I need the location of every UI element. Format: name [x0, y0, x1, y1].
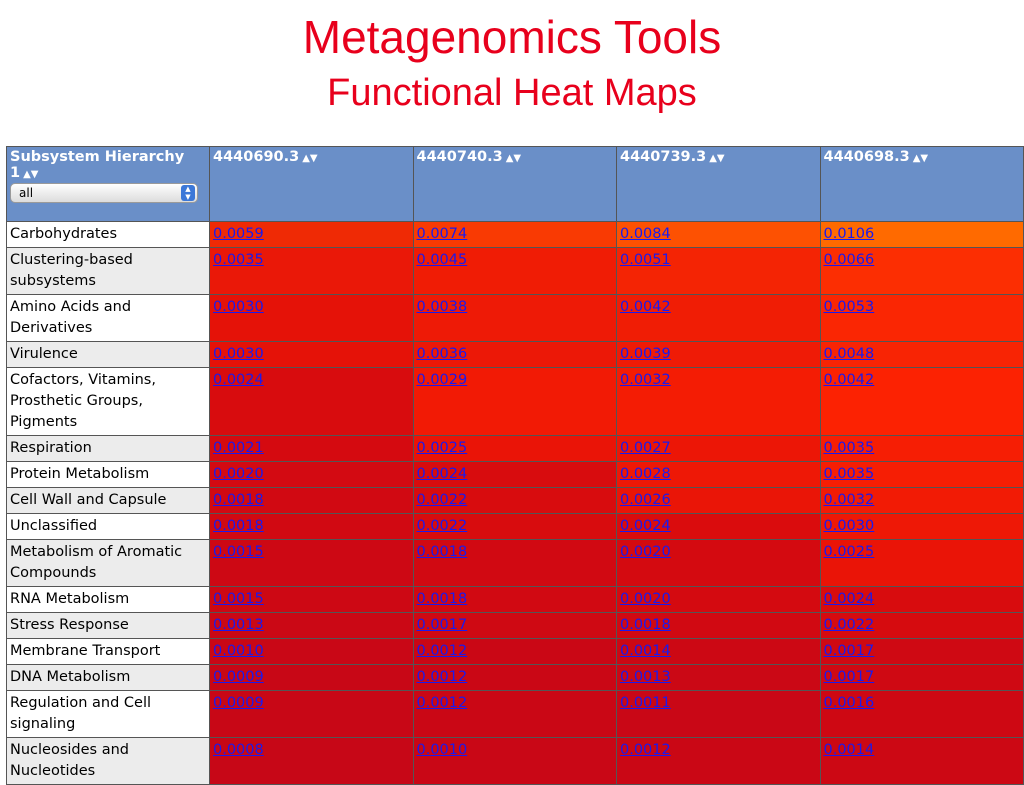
abundance-link[interactable]: 0.0022: [416, 492, 468, 508]
heatmap-cell: [413, 691, 617, 738]
heatmap-cell: [210, 691, 414, 738]
heatmap-cell: [210, 587, 414, 613]
sample-id: 4440740.3: [416, 149, 503, 165]
heatmap-cell: [413, 462, 617, 488]
abundance-link[interactable]: 0.0045: [416, 252, 468, 268]
slide-title: Metagenomics Tools: [302, 11, 722, 63]
heatmap-cell: [210, 295, 414, 342]
heatmap-cell: [210, 436, 414, 462]
abundance-link[interactable]: 0.0028: [620, 466, 671, 482]
heatmap-cell: [617, 639, 821, 665]
header-sample-4[interactable]: [820, 147, 1024, 222]
heatmap-cell: [820, 514, 1024, 540]
heatmap-cell: [617, 738, 821, 785]
heatmap-cell: [820, 368, 1024, 436]
abundance-link[interactable]: 0.0018: [416, 591, 468, 607]
abundance-link[interactable]: 0.0014: [620, 643, 671, 659]
subsystem-label: Cell Wall and Capsule: [7, 488, 210, 514]
abundance-link[interactable]: 0.0032: [620, 372, 671, 388]
table-row: [7, 342, 1024, 368]
heatmap-cell: [820, 639, 1024, 665]
header-sample-3[interactable]: [617, 147, 821, 222]
abundance-link[interactable]: 0.0014: [823, 742, 875, 758]
table-row: [7, 540, 1024, 587]
abundance-link[interactable]: 0.0012: [620, 742, 671, 758]
abundance-link[interactable]: 0.0010: [213, 643, 264, 659]
heatmap-cell: [617, 462, 821, 488]
abundance-link[interactable]: 0.0059: [213, 226, 264, 242]
abundance-link[interactable]: 0.0024: [823, 591, 875, 607]
heatmap-cell: [413, 514, 617, 540]
header-row: [7, 147, 1024, 222]
heatmap-cell: [617, 691, 821, 738]
heatmap-cell: [413, 639, 617, 665]
heatmap-cell: [617, 665, 821, 691]
heatmap-cell: [820, 436, 1024, 462]
table-row: [7, 514, 1024, 540]
abundance-link[interactable]: 0.0035: [213, 252, 264, 268]
abundance-link[interactable]: 0.0009: [213, 695, 264, 711]
heatmap-cell: [820, 613, 1024, 639]
heatmap-cell: [210, 462, 414, 488]
table-row: [7, 613, 1024, 639]
heatmap-cell: [210, 738, 414, 785]
abundance-link[interactable]: 0.0025: [823, 544, 875, 560]
table-row: [7, 587, 1024, 613]
abundance-link[interactable]: 0.0020: [620, 544, 671, 560]
subsystem-label: Respiration: [7, 436, 210, 462]
abundance-link[interactable]: 0.0022: [416, 518, 468, 534]
heatmap-cell: [617, 295, 821, 342]
table-row: [7, 488, 1024, 514]
subsystem-label: Regulation and Cell signaling: [7, 691, 210, 738]
abundance-link[interactable]: 0.0074: [416, 226, 468, 242]
abundance-link[interactable]: 0.0027: [620, 440, 671, 456]
abundance-link[interactable]: 0.0018: [620, 617, 671, 633]
heatmap-cell: [210, 639, 414, 665]
heatmap-cell: [210, 665, 414, 691]
sample-id: 4440690.3: [213, 149, 300, 165]
heatmap-cell: [820, 691, 1024, 738]
subsystem-label: Stress Response: [7, 613, 210, 639]
subsystem-label: RNA Metabolism: [7, 587, 210, 613]
heatmap-cell: [413, 665, 617, 691]
heatmap-cell: [617, 342, 821, 368]
abundance-link[interactable]: 0.0013: [213, 617, 264, 633]
subsystem-label: Virulence: [7, 342, 210, 368]
subsystem-label: Nucleosides and Nucleotides: [7, 738, 210, 785]
heatmap-cell: [820, 738, 1024, 785]
heatmap-cell: [820, 587, 1024, 613]
subsystem-label: Unclassified: [7, 514, 210, 540]
heatmap-cell: [413, 436, 617, 462]
heatmap-cell: [617, 488, 821, 514]
heatmap-cell: [617, 436, 821, 462]
abundance-link[interactable]: 0.0053: [823, 299, 875, 315]
heatmap-cell: [820, 462, 1024, 488]
abundance-link[interactable]: 0.0024: [416, 466, 468, 482]
heatmap-cell: [413, 248, 617, 295]
hierarchy-filter-select[interactable]: [10, 183, 198, 203]
abundance-link[interactable]: 0.0011: [620, 695, 671, 711]
abundance-link[interactable]: 0.0035: [823, 466, 875, 482]
abundance-link[interactable]: 0.0018: [213, 492, 264, 508]
abundance-link[interactable]: 0.0016: [823, 695, 875, 711]
heatmap-cell: [210, 488, 414, 514]
abundance-link[interactable]: 0.0030: [823, 518, 875, 534]
table-row: [7, 436, 1024, 462]
heatmap-cell: [820, 488, 1024, 514]
abundance-link[interactable]: 0.0025: [416, 440, 468, 456]
heatmap-cell: [210, 368, 414, 436]
sort-arrows-icon[interactable]: ▲▼: [505, 153, 522, 164]
abundance-link[interactable]: 0.0051: [620, 252, 671, 268]
heatmap-cell: [210, 540, 414, 587]
abundance-link[interactable]: 0.0015: [213, 591, 264, 607]
heatmap-cell: [413, 613, 617, 639]
abundance-link[interactable]: 0.0018: [213, 518, 264, 534]
heatmap-cell: [413, 540, 617, 587]
heatmap-cell: [210, 248, 414, 295]
heatmap-cell: [820, 342, 1024, 368]
heatmap-cell: [210, 222, 414, 248]
sort-arrows-icon[interactable]: ▲▼: [302, 153, 318, 164]
table-row: [7, 639, 1024, 665]
heatmap-cell: [210, 613, 414, 639]
table-row: [7, 222, 1024, 248]
abundance-link[interactable]: 0.0042: [823, 372, 875, 388]
sort-arrows-icon[interactable]: ▲▼: [23, 169, 39, 180]
abundance-link[interactable]: 0.0012: [416, 669, 468, 685]
abundance-link[interactable]: 0.0039: [620, 346, 671, 362]
heatmap-cell: [820, 665, 1024, 691]
sort-arrows-icon[interactable]: ▲▼: [709, 153, 725, 164]
heatmap-cell: [820, 540, 1024, 587]
abundance-link[interactable]: 0.0010: [416, 742, 468, 758]
heatmap-cell: [820, 248, 1024, 295]
heatmap-cell: [617, 540, 821, 587]
abundance-link[interactable]: 0.0021: [213, 440, 264, 456]
heatmap-cell: [617, 587, 821, 613]
header-subsystem-hierarchy[interactable]: [7, 147, 210, 222]
header-subsystem-label: Subsystem Hierarchy 1: [10, 149, 185, 181]
abundance-link[interactable]: 0.0015: [213, 544, 264, 560]
abundance-link[interactable]: 0.0084: [620, 226, 671, 242]
abundance-link[interactable]: 0.0017: [416, 617, 468, 633]
table-row: [7, 295, 1024, 342]
hierarchy-filter-value: all: [19, 186, 34, 200]
sample-id: 4440739.3: [620, 149, 707, 165]
slide-subtitle: Functional Heat Maps: [327, 72, 697, 114]
table-row: [7, 691, 1024, 738]
table-row: [7, 462, 1024, 488]
abundance-link[interactable]: 0.0017: [823, 643, 875, 659]
sort-arrows-icon[interactable]: ▲▼: [912, 153, 929, 164]
heatmap-cell: [617, 222, 821, 248]
abundance-link[interactable]: 0.0020: [620, 591, 671, 607]
heatmap-cell: [413, 488, 617, 514]
subsystem-label: Metabolism of Aromatic Compounds: [7, 540, 210, 587]
select-stepper-icon: ▲ ▼: [181, 185, 195, 201]
sample-id: 4440698.3: [823, 149, 910, 165]
heatmap-cell: [413, 342, 617, 368]
table-row: [7, 248, 1024, 295]
abundance-link[interactable]: 0.0008: [213, 742, 264, 758]
abundance-link[interactable]: 0.0024: [213, 372, 264, 388]
abundance-link[interactable]: 0.0048: [823, 346, 875, 362]
abundance-link[interactable]: 0.0020: [213, 466, 264, 482]
table-row: [7, 665, 1024, 691]
abundance-link[interactable]: 0.0017: [823, 669, 875, 685]
abundance-link[interactable]: 0.0032: [823, 492, 875, 508]
table-row: [7, 738, 1024, 785]
subsystem-label: Clustering-based subsystems: [7, 248, 210, 295]
header-sample-1[interactable]: [210, 147, 414, 222]
heatmap-cell: [617, 613, 821, 639]
abundance-link[interactable]: 0.0013: [620, 669, 671, 685]
heatmap-cell: [413, 222, 617, 248]
subsystem-label: Protein Metabolism: [7, 462, 210, 488]
heatmap-cell: [617, 514, 821, 540]
heatmap-cell: [617, 248, 821, 295]
abundance-link[interactable]: 0.0038: [416, 299, 468, 315]
heatmap-body: [7, 222, 1024, 785]
heatmap-cell: [413, 738, 617, 785]
abundance-link[interactable]: 0.0022: [823, 617, 875, 633]
heatmap-cell: [413, 587, 617, 613]
abundance-link[interactable]: 0.0024: [620, 518, 671, 534]
abundance-link[interactable]: 0.0042: [620, 299, 671, 315]
subsystem-label: Amino Acids and Derivatives: [7, 295, 210, 342]
abundance-link[interactable]: 0.0026: [620, 492, 671, 508]
abundance-link[interactable]: 0.0066: [823, 252, 875, 268]
subsystem-label: DNA Metabolism: [7, 665, 210, 691]
table-row: [7, 368, 1024, 436]
abundance-link[interactable]: 0.0012: [416, 643, 468, 659]
abundance-link[interactable]: 0.0030: [213, 299, 264, 315]
abundance-link[interactable]: 0.0030: [213, 346, 264, 362]
subsystem-label: Carbohydrates: [7, 222, 210, 248]
heatmap-cell: [617, 368, 821, 436]
heatmap-cell: [413, 295, 617, 342]
heatmap-cell: [820, 222, 1024, 248]
abundance-link[interactable]: 0.0029: [416, 372, 468, 388]
subsystem-label: Cofactors, Vitamins, Prosthetic Groups, Pigments: [7, 368, 210, 436]
header-sample-2[interactable]: [413, 147, 617, 222]
abundance-link[interactable]: 0.0018: [416, 544, 468, 560]
abundance-link[interactable]: 0.0035: [823, 440, 875, 456]
subsystem-label: Membrane Transport: [7, 639, 210, 665]
heatmap-cell: [413, 368, 617, 436]
heatmap-cell: [820, 295, 1024, 342]
heatmap-cell: [210, 342, 414, 368]
abundance-link[interactable]: 0.0106: [823, 226, 875, 242]
heatmap-table: [6, 146, 1024, 785]
heatmap-cell: [210, 514, 414, 540]
abundance-link[interactable]: 0.0012: [416, 695, 468, 711]
abundance-link[interactable]: 0.0009: [213, 669, 264, 685]
abundance-link[interactable]: 0.0036: [416, 346, 468, 362]
